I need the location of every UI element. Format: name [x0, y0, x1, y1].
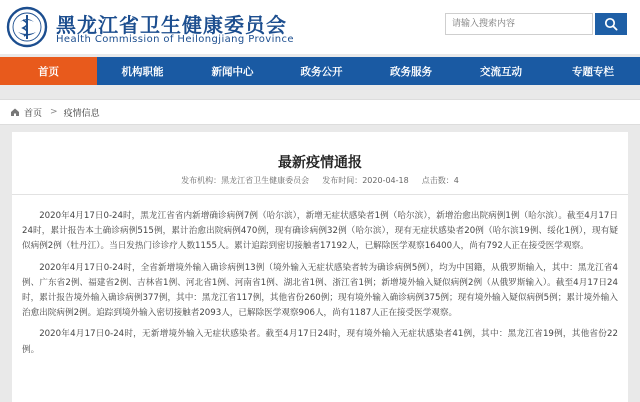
article-views: 4	[453, 176, 459, 185]
search-input[interactable]	[445, 13, 593, 35]
source-label: 发布机构：	[181, 176, 222, 185]
nav-item-institutions[interactable]: 机构职能	[121, 65, 164, 78]
nav-item-government-services[interactable]: 政务服务	[390, 65, 432, 78]
views-label: 点击数：	[421, 176, 454, 185]
article-body	[12, 195, 628, 358]
main-nav	[0, 57, 640, 85]
article-panel	[12, 132, 628, 402]
article-paragraph: 2020年4月17日0-24时，全省新增境外输入确诊病例13例（境外输入无症状感染者转为确诊病例5例），均为中国籍，从俄罗斯输入，其中：黑龙江省4例、广东省2例、福建省2例、吉林省1例、河北省1例、河南省1例、湖北省1例、浙江省1例；新增境外输入疑似病例2例（从俄罗斯输入）。截至4月17日24时，累计报告境外输入确诊病例377例，其中：黑龙江省117例，其他省份260例；现有境外输入确诊病例375例；现有境外输入疑似病例5例；累计境外输入治愈出院病例2例。追踪到境外输入密切接触者2093人，已解除医学观察906人，尚有1187人正在接受医学观察。	[22, 262, 618, 319]
nav-item-home[interactable]: 首页	[0, 57, 97, 85]
site-title[interactable]: 黑龙江省卫生健康委员会	[56, 13, 287, 37]
breadcrumb-current[interactable]: 疫情信息	[63, 108, 100, 119]
home-icon	[10, 107, 20, 117]
article-paragraph: 2020年4月17日0-24时，无新增境外输入无症状感染者。截至4月17日24时，现有境外输入无症状感染者41例，其中：黑龙江省19例，其他省份22例。	[22, 329, 618, 355]
article-title: 最新疫情通报	[278, 155, 362, 171]
nav-item-government-affairs[interactable]: 政务公开	[300, 65, 343, 78]
date-label: 发布时间：	[322, 176, 363, 185]
site-header	[0, 0, 640, 54]
article-meta	[12, 175, 628, 187]
nav-item-interaction[interactable]: 交流互动	[480, 65, 522, 78]
article-paragraph: 2020年4月17日0-24时，黑龙江省省内新增确诊病例7例（哈尔滨），新增无症状感染者1例（哈尔滨），新增治愈出院病例1例（哈尔滨）。截至4月17日24时，累计报告本土确诊病例515例，累计治愈出院病例470例，现有确诊病例32例（哈尔滨），现有无症状感染者20例（哈尔滨19例、绥化1例），现有疑似病例2例（牡丹江）。当日发热门诊诊疗人数1155人。累计追踪到密切接触者17192人，已解除医学观察16400人，尚有792人正在接受医学观察。	[22, 211, 618, 252]
nav-item-news[interactable]: 新闻中心	[211, 65, 254, 78]
search-icon	[604, 17, 618, 31]
health-commission-emblem-icon[interactable]	[6, 6, 48, 48]
breadcrumb	[0, 99, 640, 125]
breadcrumb-home-link[interactable]: 首页	[24, 108, 43, 119]
article-date: 2020-04-18	[362, 176, 409, 185]
breadcrumb-separator: >	[50, 107, 58, 117]
search-button[interactable]	[595, 13, 627, 35]
article-source: 黑龙江省卫生健康委员会	[221, 176, 310, 185]
nav-item-special-topics[interactable]: 专题专栏	[572, 65, 614, 78]
site-subtitle: Health Commission of Heilongjiang Province	[56, 34, 294, 45]
